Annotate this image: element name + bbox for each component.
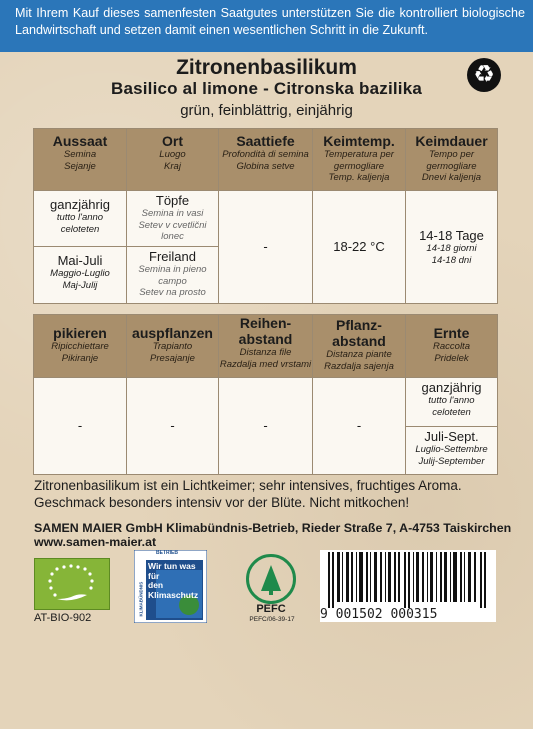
entry-main: Mai-Juli [57, 253, 103, 268]
entry-sub: tutto l'anno celoteten [428, 395, 475, 418]
pefc-logo [246, 554, 296, 604]
product-title: Zitronenbasilikum [176, 56, 357, 79]
header-sub: Semina Sejanje [63, 149, 97, 172]
planting-table [33, 314, 498, 475]
keimdauer-sub: 14-18 giorni 14-18 dni [426, 243, 477, 266]
entry-main: ganzjährig [421, 380, 482, 395]
entry-sub: Semina in pieno campo Setev na prosto [138, 264, 207, 298]
pikieren-value: - [77, 418, 83, 433]
header-keimtemp [313, 129, 406, 191]
ort-entry [127, 191, 218, 247]
eu-organic-code: AT-BIO-902 [34, 612, 92, 624]
cell-reihenabstand [219, 378, 313, 475]
pefc-label: PEFC [256, 603, 286, 615]
header-sub: Raccolta Pridelek [433, 341, 470, 364]
aussaat-entry [34, 191, 126, 247]
header-pikieren [34, 315, 127, 378]
klimabuendnis-badge [134, 550, 207, 623]
header-sub: Luogo Kraj [159, 149, 186, 172]
header-saattiefe [219, 129, 313, 191]
header-main: Pflanz- abstand [332, 317, 386, 349]
cell-keimdauer [406, 191, 498, 304]
website-link[interactable]: www.samen-maier.at [34, 535, 157, 549]
header-sub: Profondità di semina Globina setve [222, 149, 309, 172]
pefc-code: PEFC/06-39-17 [249, 616, 295, 623]
barcode-digits: 9 001502 000315 [320, 607, 438, 622]
header-aussaat [34, 129, 127, 191]
aussaat-entry [34, 247, 126, 291]
entry-main: Juli-Sept. [424, 429, 479, 444]
cell-pikieren [34, 378, 127, 475]
entry-sub: tutto l'anno celoteten [56, 212, 104, 235]
header-main: Ort [162, 133, 183, 149]
cell-ernte [406, 378, 498, 475]
header-pflanzabstand [313, 315, 406, 378]
header-sub: Trapianto Presajanje [150, 341, 195, 364]
header-auspflanzen [127, 315, 219, 378]
header-main: Ernte [433, 325, 470, 341]
company-line: SAMEN MAIER GmbH Klimabündnis-Betrieb, Rieder Straße 7, A-4753 Taiskirchen [34, 521, 512, 535]
entry-sub: Luglio-Settembre Julij-September [415, 444, 488, 467]
banner-text: Mit Ihrem Kauf dieses samenfesten Saatgutes unterstützen Sie die kontrolliert biologische Landwirtschaft und setzen damit einen wesentlichen Schritt in die Zukunft. [15, 6, 525, 37]
header-main: Saattiefe [236, 133, 295, 149]
reihenabstand-value: - [263, 418, 268, 433]
cell-ort [127, 191, 219, 304]
badge-top-text: BETRIEB [156, 550, 178, 556]
entry-main: Freiland [149, 249, 196, 264]
header-keimdauer [406, 129, 498, 191]
ernte-entry [406, 427, 497, 467]
pefc-tree-icon [249, 557, 293, 601]
product-variety: grün, feinblättrig, einjährig [180, 102, 353, 119]
header-main: auspflanzen [132, 325, 213, 341]
header-ernte [406, 315, 498, 378]
barcode-bars-icon [320, 550, 496, 608]
product-subtitle: Basilico al limone - Citronska bazilika [110, 79, 423, 98]
header-sub: Distanza file Razdalja med vrstami [219, 347, 312, 370]
header-ort [127, 129, 219, 191]
badge-side-text: KLIMABÜNDNIS [138, 581, 144, 617]
cell-keimtemp [313, 191, 406, 304]
cell-auspflanzen [127, 378, 219, 475]
header-main: Keimdauer [415, 133, 488, 149]
header-sub: Temperatura per germogliare Temp. kaljenja [324, 149, 394, 183]
header-main: Aussaat [52, 133, 108, 149]
header-reihenabstand [219, 315, 313, 378]
barcode [320, 550, 496, 622]
entry-main: ganzjährig [50, 197, 110, 212]
ernte-entry [406, 378, 497, 427]
auspflanzen-value: - [170, 418, 175, 433]
keimdauer-main: 14-18 Tage [419, 228, 484, 243]
sowing-table [33, 128, 498, 304]
entry-sub: Maggio-Luglio Maj-Julij [50, 268, 110, 291]
header-main: Keimtemp. [323, 133, 395, 149]
badge-main-text: Wir tun was für den Klimaschutz [148, 561, 199, 600]
header-main: pikieren [53, 325, 107, 341]
header-sub: Distanza piante Razdalja sajenja [324, 349, 394, 372]
info-banner [0, 0, 533, 52]
header-sub: Ripicchiettare Pikiranje [51, 341, 109, 364]
cell-saattiefe [219, 191, 313, 304]
recycle-icon: ♻ [467, 58, 501, 92]
ort-entry [127, 247, 218, 299]
header-main: Reihen- abstand [238, 315, 293, 347]
entry-main: Töpfe [155, 193, 190, 208]
eu-leaf-icon [35, 559, 109, 609]
entry-sub: Semina in vasi Setev v cvetlični lonec [138, 208, 207, 242]
cell-aussaat [34, 191, 127, 304]
header-sub: Tempo per germogliare Dnevi kaljenja [421, 149, 482, 183]
saattiefe-value: - [263, 239, 268, 254]
eu-organic-logo [34, 558, 110, 610]
description: Zitronenbasilikum ist ein Lichtkeimer; sehr intensives, fruchtiges Aroma. Geschmack besonders intensiv vor der Blüte. Nicht mitkochen! [34, 478, 462, 510]
keimtemp-value: 18-22 °C [333, 239, 385, 254]
pflanzabstand-value: - [356, 418, 362, 433]
cell-pflanzabstand [313, 378, 406, 475]
